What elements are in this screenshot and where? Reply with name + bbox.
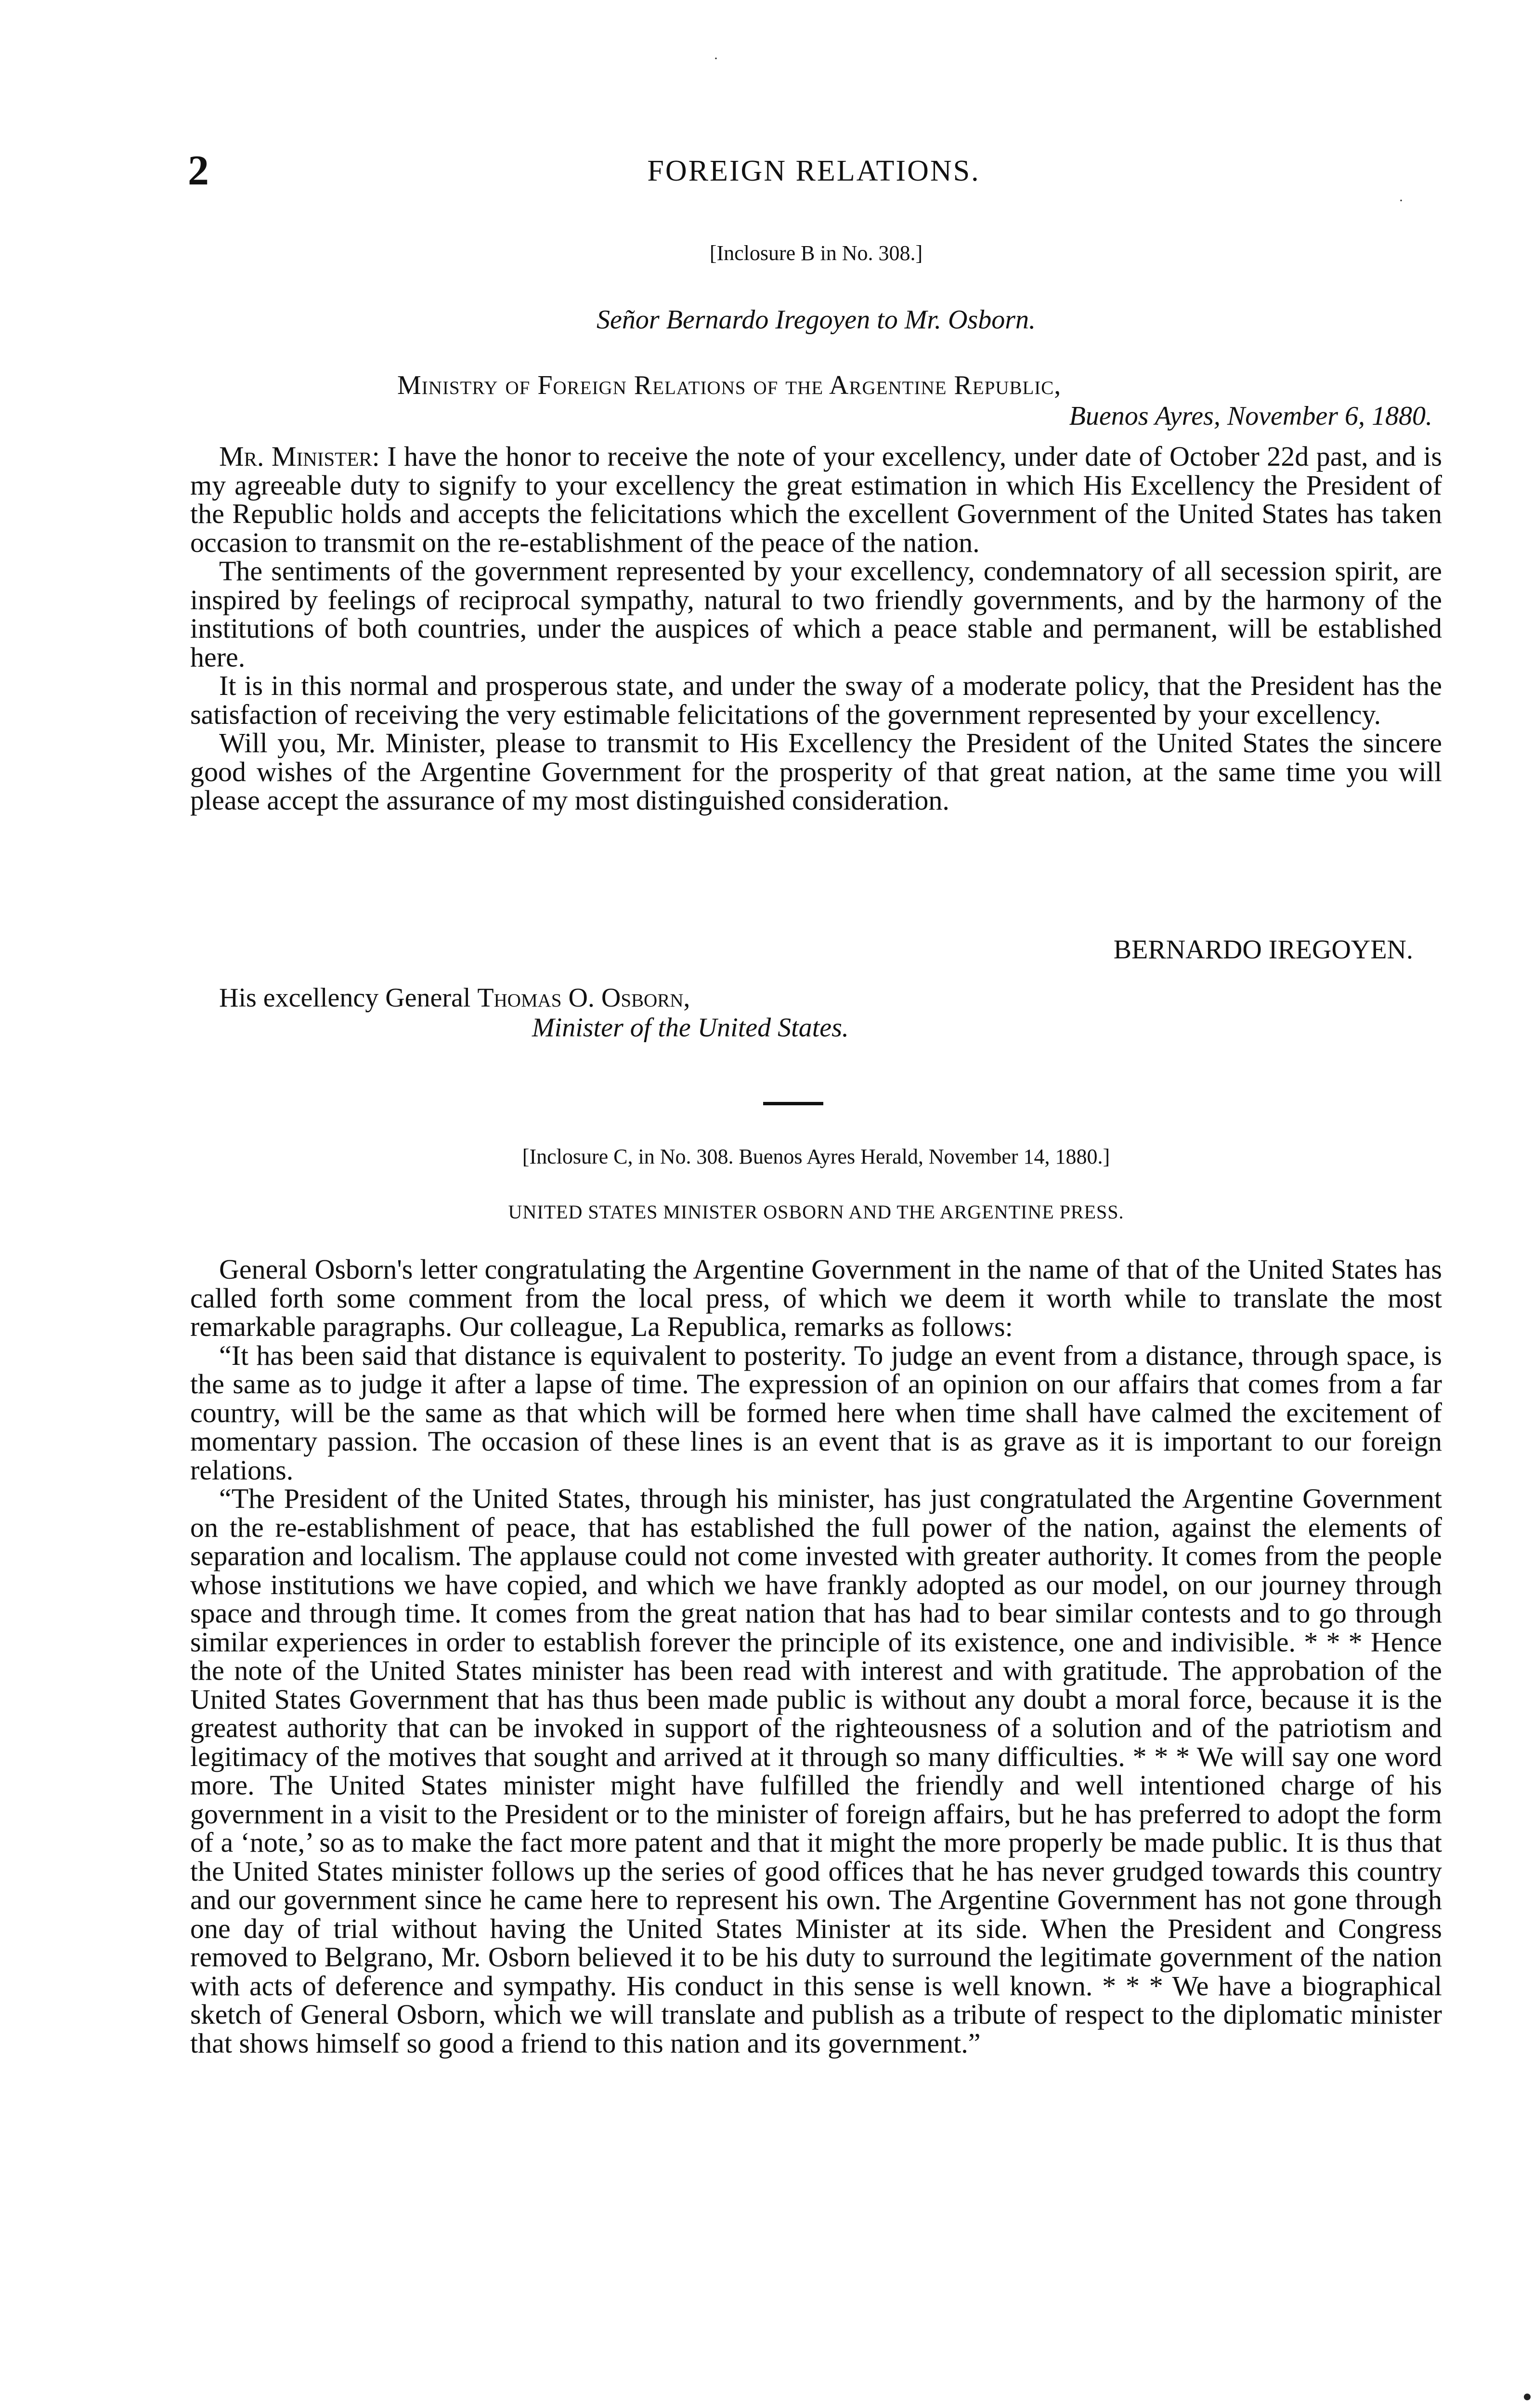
print-speck-right: · <box>1399 193 1403 209</box>
addressee-prefix: His excellency General <box>219 983 471 1013</box>
article-paragraph: “It has been said that distance is equivalent to posterity. To judge an event from a distance, through space, is the same as to judge it after a lapse of time. The expression of an opinion on our affairs that comes from a far country, will be the same as that which will be formed here when time shall have calmed the excitement of momentary passion. The occasion of these lines is an event that is as grave as it is important to our foreign relations. <box>190 1339 1442 1486</box>
addressee-name: Thomas O. Osborn, <box>477 983 690 1013</box>
running-title: FOREIGN RELATIONS. <box>647 155 980 187</box>
article-paragraph: “The President of the United States, through his minister, has just congratulated the Argentine Government on the re-establishment of peace, that has established the full power of the nation, against the elements of separation and localism. The applause could not come invested with greater authority. It comes from the people whose institutions we have copied, and which we have frankly adopted as our model, on our journey through space and through time. It comes from the great nation that has had to bear similar contests and to go through similar experiences in order to establish forever the principle of its existence, one and indivisible. * * * Hence the note of the United States minister has been read with interest and with gratitude. The approbation of the United States Government that has thus been made public is without any doubt a moral force, because it is the greatest authority that can be invoked in support of the righteousness of a solution and of the patriotism and legitimacy of the motives that sought and arrived at it through so many difficulties. * * * We will say one word more. The United States minister might have fulfilled the friendly and well intentioned charge of his government in a visit to the President or to the minister of foreign affairs, but he has preferred to adopt the form of a ‘note,’ so as to make the fact more patent and that it might the more properly be made public. It is thus that the United States minister follows up the series of good offices that he has never grudged towards this country and our government since he came here to represent his own. The Argentine Government has not gone through one day of trial without having the United States Minister at its side. When the President and Congress removed to Belgrano, Mr. Osborn believed it to be his duty to surround the legitimate government of the nation with acts of deference and sympathy. His conduct in this sense is well known. * * * We have a biographical sketch of General Osborn, which we will translate and publish as a tribute of respect to the diplomatic minister that shows himself so good a friend to this nation and its government.” <box>190 1483 1442 2059</box>
article-heading: UNITED STATES MINISTER OSBORN AND THE ARGENTINE PRESS. <box>508 1201 1124 1223</box>
margin-mark <box>1524 2394 1531 2400</box>
letter-paragraph: Mr. Minister: I have the honor to receive the note of your excellency, under date of October 22d past, and is my agreeable duty to signify to your excellency the great estimation in which His Excellency the President of the Republic holds and accepts the felicitations which the excellent Government of the United States has taken occasion to transmit on the re-establishment of the peace of the nation. <box>190 441 1442 558</box>
inclosure-c-label: [Inclosure C, in No. 308. Buenos Ayres Herald, November 14, 1880.] <box>522 1145 1110 1168</box>
page-header <box>188 144 1440 197</box>
letter-paragraph: The sentiments of the government represented by your excellency, condemnatory of all secession spirit, are inspired by feelings of reciprocal sympathy, natural to two friendly governments, and by the harmony of the institutions of both countries, under the auspices of which a peace stable and permanent, will be established here. <box>190 555 1442 673</box>
page-number: 2 <box>188 147 209 194</box>
print-speck-top: · <box>714 51 718 66</box>
letter-paragraph: Will you, Mr. Minister, please to transmit to His Excellency the President of the United States the sincere good wishes of the Argentine Government for the prosperity of that great nation, at the same time you will please accept the assurance of my most distinguished consideration. <box>190 727 1442 816</box>
letter-paragraph: It is in this normal and prosperous state, and under the sway of a moderate policy, that the President has the satisfaction of receiving the very estimable felicitations of the government represented by your excellency. <box>190 670 1442 730</box>
ministry-line: Ministry of Foreign Relations of the Argentine Republic, <box>397 370 1062 400</box>
salutation: Mr. Minister: <box>219 441 380 472</box>
section-divider <box>763 1102 823 1105</box>
letter-body <box>190 442 1442 815</box>
signature: BERNARDO IREGOYEN. <box>1113 935 1413 965</box>
place-date-line: Buenos Ayres, November 6, 1880. <box>1069 401 1432 431</box>
addressee-line <box>190 982 1442 1013</box>
inclosure-b-label: [Inclosure B in No. 308.] <box>709 241 923 265</box>
article-body <box>190 1255 1442 2057</box>
inclosure-b-title: Señor Bernardo Iregoyen to Mr. Osborn. <box>597 305 1036 335</box>
addressee-title: Minister of the United States. <box>532 1013 849 1043</box>
article-paragraph: General Osborn's letter congratulating the Argentine Government in the name of that of the United States has called forth some comment from the local press, of which we deem it worth while to translate the most remarkable paragraphs. Our colleague, La Republica, remarks as follows: <box>190 1254 1442 1342</box>
